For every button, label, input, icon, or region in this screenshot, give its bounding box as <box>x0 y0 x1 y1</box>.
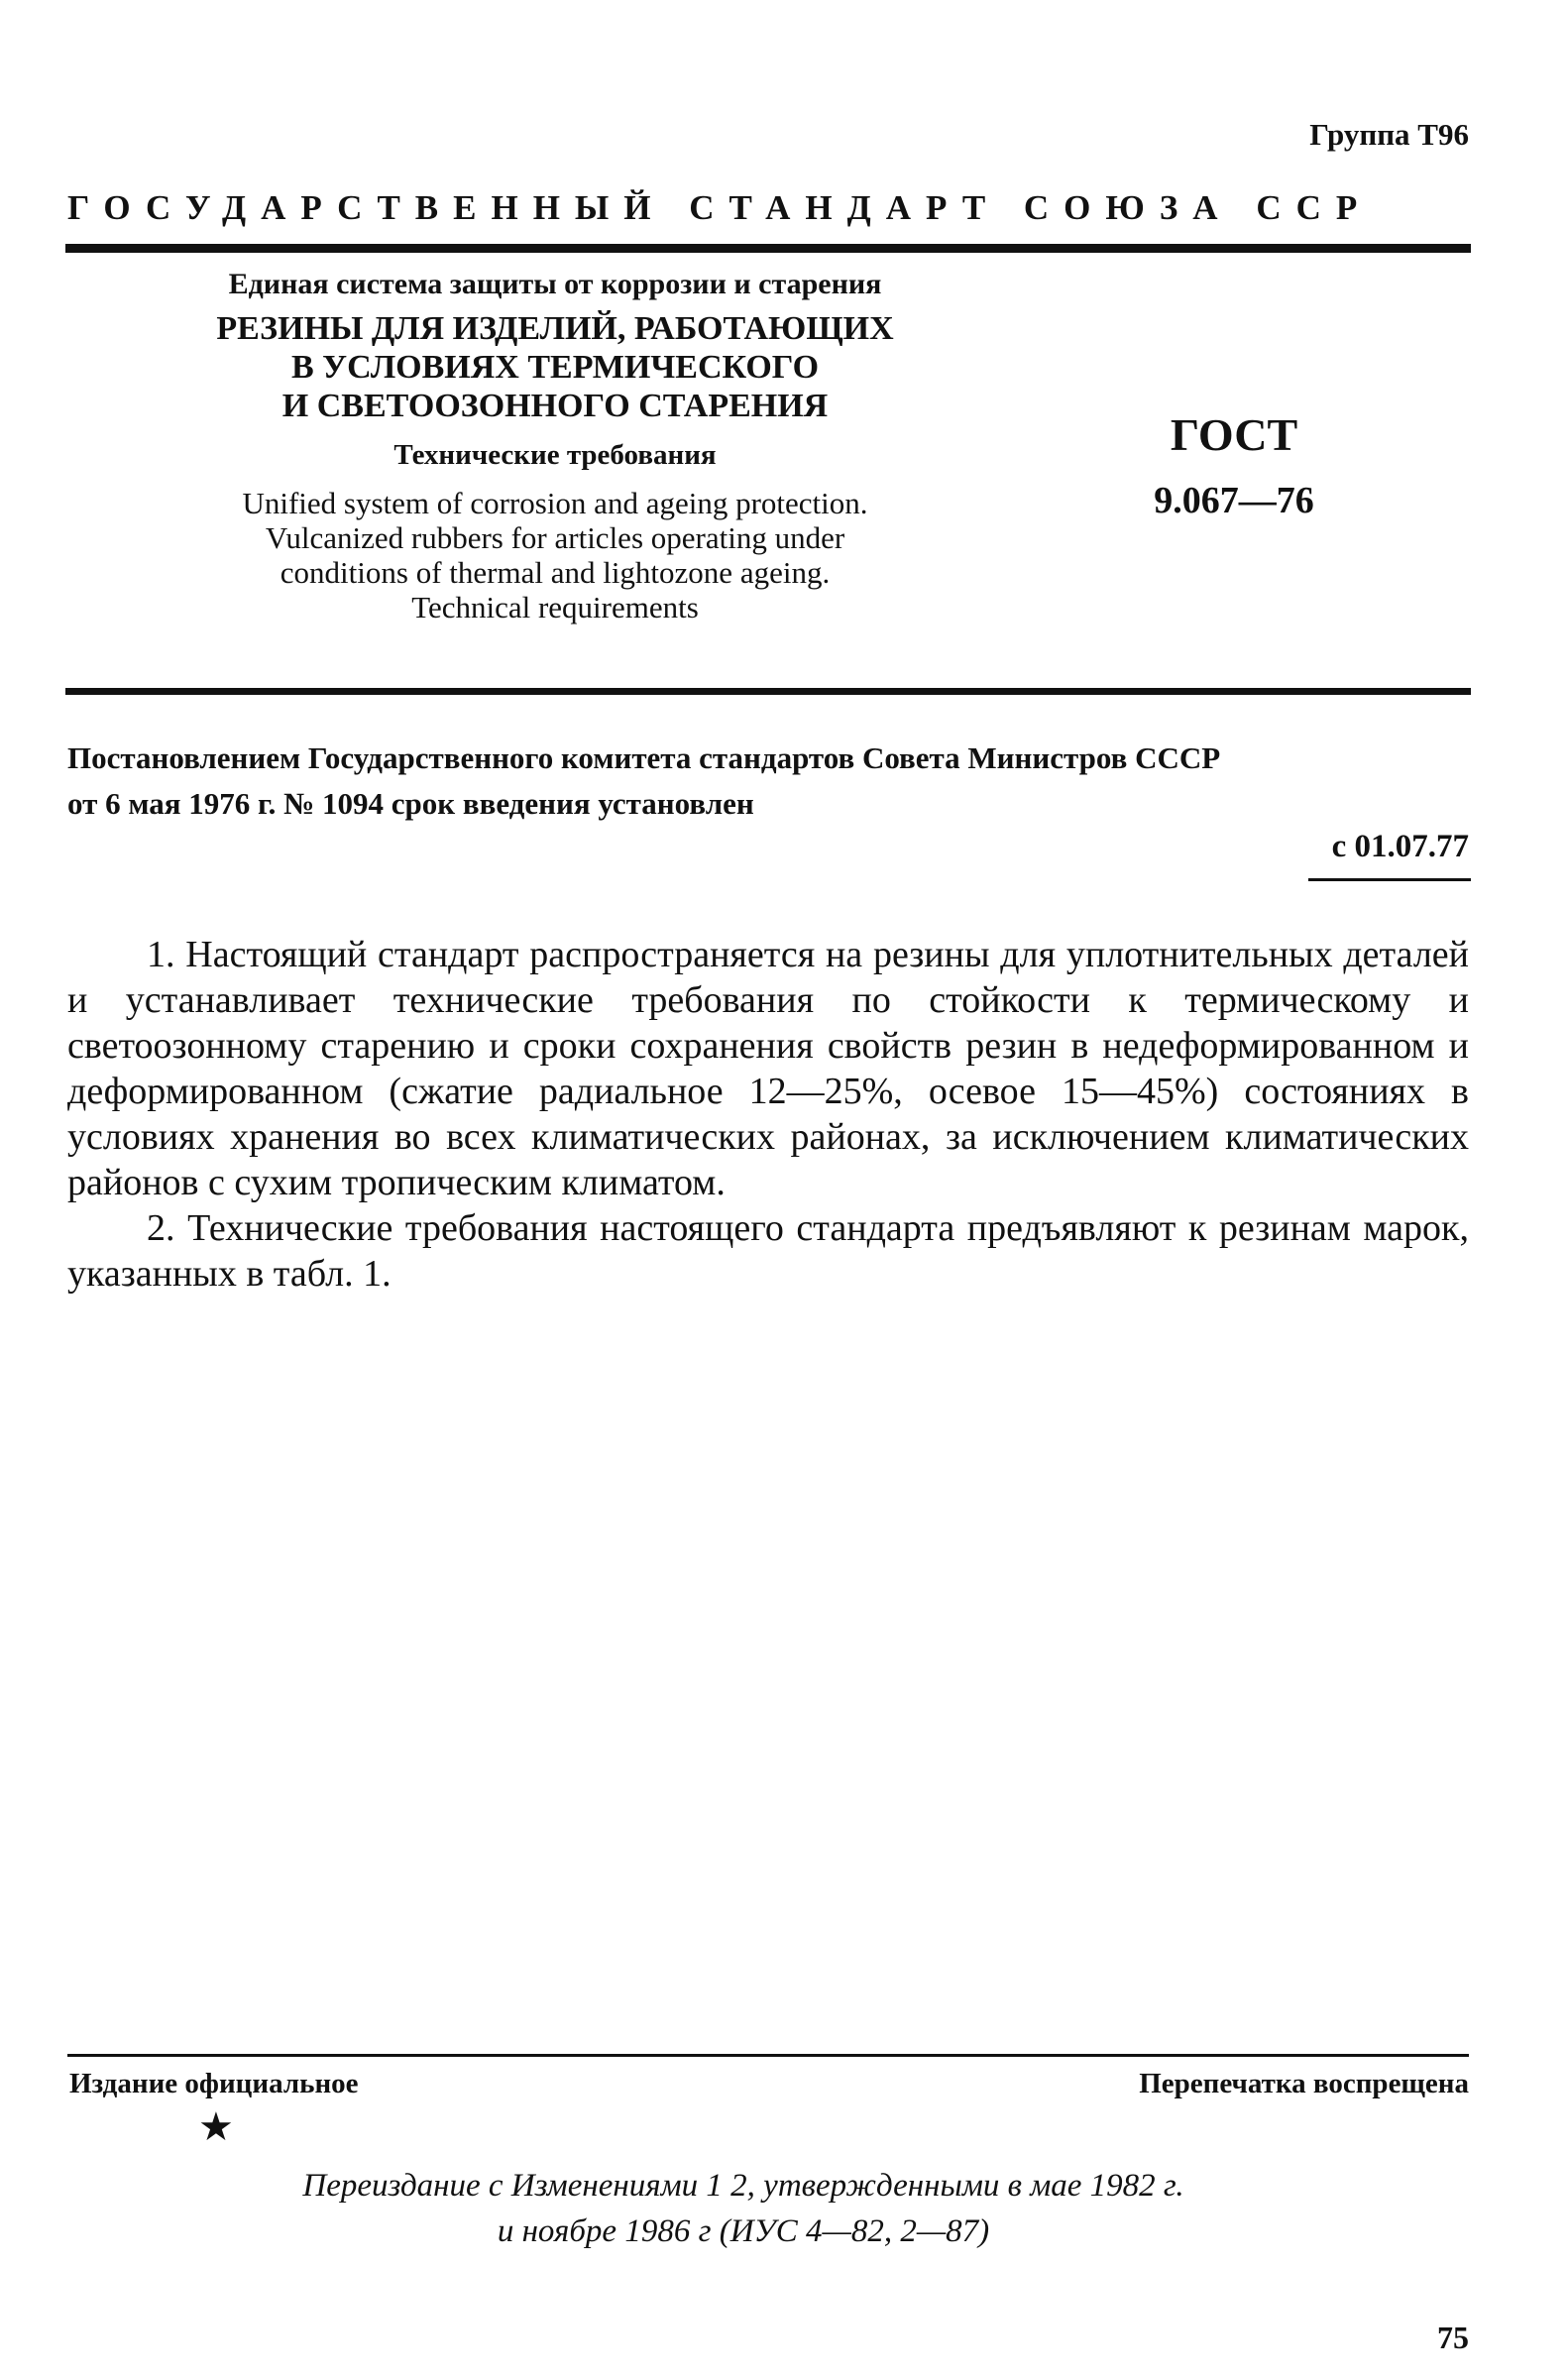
date-underline <box>1308 878 1471 881</box>
paragraph-2: 2. Технические требования настоящего стандарта предъявляют к резинам марок, указанных в табл. 1. <box>67 1207 1469 1295</box>
standard-title <box>109 309 1001 425</box>
top-heavy-rule <box>65 244 1471 253</box>
state-standard-heading: ГОСУДАРСТВЕННЫЙ СТАНДАРТ СОЮЗА ССР <box>67 188 1373 227</box>
reissue-line: Переиздание с Изменениями 1 2, утвержденными в мае 1982 г. <box>302 2168 1184 2204</box>
english-title-line: Unified system of corrosion and ageing protection. <box>242 486 868 520</box>
official-edition-label: Издание официальное <box>69 2068 359 2099</box>
reprint-prohibited-label: Перепечатка воспрещена <box>1139 2068 1469 2099</box>
standard-title-block <box>109 268 1001 624</box>
header-bottom-rule <box>65 688 1471 695</box>
gost-label: ГОСТ <box>1170 409 1298 460</box>
english-title-line: Vulcanized rubbers for articles operating under <box>265 520 845 555</box>
series-title: Единая система защиты от коррозии и старения <box>228 268 882 300</box>
title-line: В УСЛОВИЯХ ТЕРМИЧЕСКОГО <box>290 349 820 386</box>
footer-rule <box>67 2054 1469 2057</box>
decree-line: от 6 мая 1976 г. № 1094 срок введения установлен <box>67 786 754 821</box>
standard-subtitle: Технические требования <box>393 439 717 471</box>
reissue-note <box>178 2163 1308 2254</box>
group-code: Группа Т96 <box>1309 117 1469 152</box>
page-number: 75 <box>1437 2320 1469 2355</box>
effective-date: с 01.07.77 <box>1331 829 1469 864</box>
body-text <box>67 932 1469 1297</box>
star-icon: ★ <box>198 2104 234 2149</box>
title-line: И СВЕТООЗОННОГО СТАРЕНИЯ <box>281 388 829 424</box>
decree-line: Постановлением Государственного комитета стандартов Совета Министров СССР <box>67 740 1221 775</box>
english-title-line: conditions of thermal and lightozone ageing. <box>280 555 831 590</box>
paragraph-1: 1. Настоящий стандарт распространяется на резины для уплотнительных деталей и устанавливает технические требования по стойкости к термическому и светоозонному старению и сроки сохранения свойств резин в недеформированном и деформированном (сжатие радиальное 12—25%, осевое 15—45%) состояниях в условиях хранения во всех климатических районах, за исключением климатических районов с сухим тропическим климатом. <box>67 934 1469 1203</box>
english-title-line: Technical requirements <box>411 590 699 624</box>
reissue-line: и ноябре 1986 г (ИУС 4—82, 2—87) <box>497 2213 990 2249</box>
gost-designation <box>1120 408 1348 522</box>
title-line: РЕЗИНЫ ДЛЯ ИЗДЕЛИЙ, РАБОТАЮЩИХ <box>216 310 894 347</box>
english-title <box>109 486 1001 624</box>
gost-number: 9.067—76 <box>1154 480 1314 521</box>
decree-text <box>67 736 1469 827</box>
